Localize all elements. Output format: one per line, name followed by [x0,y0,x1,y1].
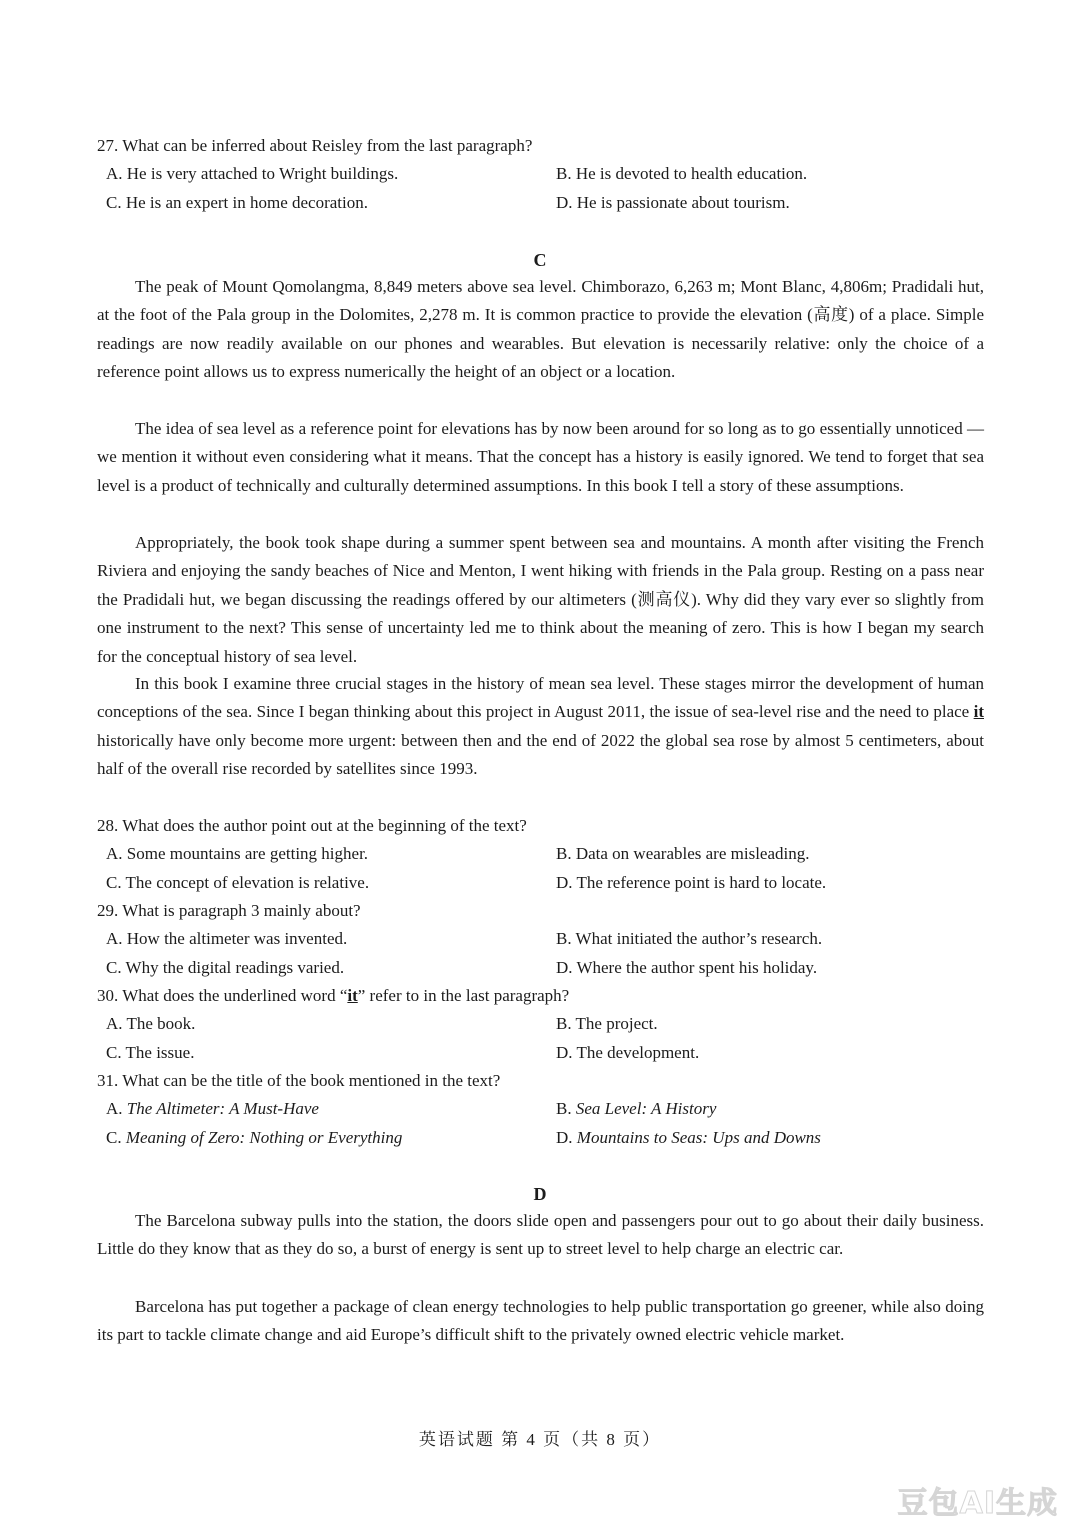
question-29-stem: 29. What is paragraph 3 mainly about? [97,901,361,920]
question-31-stem: 31. What can be the title of the book mentioned in the text? [97,1071,501,1090]
q27-option-c: C. He is an expert in home decoration. [106,193,369,212]
question-27-stem: 27. What can be inferred about Reisley from the last paragraph? [97,136,533,155]
q30-option-c: C. The issue. [106,1043,195,1062]
q31-option-c-letter: C. [106,1128,126,1147]
page-footer: 英语试题 第 4 页（共 8 页） [418,1430,662,1449]
q30-stem-end: ” refer to in the last paragraph? [357,986,570,1005]
q29-option-b: B. What initiated the author’s research. [556,929,823,948]
q28-option-c: C. The concept of elevation is relative. [106,873,370,892]
q28-option-d: D. The reference point is hard to locate. [556,873,827,892]
watermark: 豆包AI生成 [897,1486,1058,1521]
q31-option-d-title: Mountains to Seas: Ups and Downs [576,1128,821,1147]
q30-option-d: D. The development. [556,1043,700,1062]
q27-option-a: A. He is very attached to Wright buildings. [106,164,399,183]
section-c-paragraph-2: The idea of sea level as a reference point for elevations has by now been around for so long as to go essentially unnoticed — we mention it without even considering what it means. That the concept has a history is easily ignored. We tend to forget that sea level is a product of technically and culturally determined assumptions. In this book I tell a story of these assumptions. [97,419,984,495]
q31-option-c-title: Meaning of Zero: Nothing or Everything [125,1128,403,1147]
q31-option-a-title: The Altimeter: A Must-Have [126,1099,319,1118]
q31-option-b-letter: B. [556,1099,576,1118]
q30-stem-start: 30. What does the underlined word “ [97,986,348,1005]
q31-option-b-title: Sea Level: A History [575,1099,717,1118]
q30-option-a: A. The book. [106,1014,196,1033]
section-c-paragraph-3: Appropriately, the book took shape during a summer spent between sea and mountains. A month after visiting the French Riviera and enjoying the sandy beaches of Nice and Menton, I went hiking with friends in the Pala group. Resting on a pass near the Pradidali hut, we began discussing the readings offered by our altimeters (测高仪). Why did they vary ever so slightly from one instrument to the next? This sense of uncertainty led me to think about the meaning of zero. This is how I began my search for the conceptual history of sea level. [97,533,984,666]
q28-option-a: A. Some mountains are getting higher. [106,844,369,863]
q30-option-b: B. The project. [556,1014,658,1033]
q29-option-d: D. Where the author spent his holiday. [556,958,818,977]
q31-option-a-letter: A. [106,1099,127,1118]
q31-option-d [556,1128,821,1148]
section-c-paragraph-4 [97,670,984,784]
question-30-stem [97,986,569,1006]
section-d-paragraph-1: The Barcelona subway pulls into the station, the doors slide open and passengers pour out to go about their daily business. Little do they know that as they do so, a burst of energy is sent up to street level to help charge an electric car. [97,1211,984,1259]
q31-option-b [556,1099,716,1119]
paragraph-4-text-end: historically have only become more urgent: between then and the end of 2022 the global sea rose by almost 5 centimeters, about half of the overall rise recorded by satellites since 1993. [97,730,984,779]
section-d-paragraph-2: Barcelona has put together a package of clean energy technologies to help public transportation go greener, while also doing its part to tackle climate change and aid Europe’s difficult shift to the privately owned electric vehicle market. [97,1297,984,1345]
q31-option-a [106,1099,319,1119]
q31-option-c [106,1128,402,1148]
q29-option-a: A. How the altimeter was invented. [106,929,348,948]
paragraph-4-text-start: In this book I examine three crucial stages in the history of mean sea level. These stages mirror the development of human conceptions of the sea. Since I began thinking about this project in August 2011, the issue of sea-level rise and the need to place [97,674,984,722]
q27-option-b: B. He is devoted to health education. [556,164,808,183]
underlined-word-it: it [973,702,984,722]
section-d-heading: D [533,1184,547,1204]
q30-underlined-word: it [347,986,358,1005]
q29-option-c: C. Why the digital readings varied. [106,958,345,977]
q31-option-d-letter: D. [556,1128,577,1147]
q28-option-b: B. Data on wearables are misleading. [556,844,810,863]
section-c-paragraph-1: The peak of Mount Qomolangma, 8,849 meters above sea level. Chimborazo, 6,263 m; Mont Blanc, 4,806m; Pradidali hut, at the foot of the Pala group in the Dolomites, 2,278 m. It is common practice to provide the elevation (高度) of a place. Simple readings are now readily available on our phones and wearables. But elevation is necessarily relative: only the choice of a reference point allows us to express numerically the height of an object or a location. [97,277,984,382]
q27-option-d: D. He is passionate about tourism. [556,193,790,212]
section-c-heading: C [533,250,547,270]
question-28-stem: 28. What does the author point out at the beginning of the text? [97,816,527,835]
